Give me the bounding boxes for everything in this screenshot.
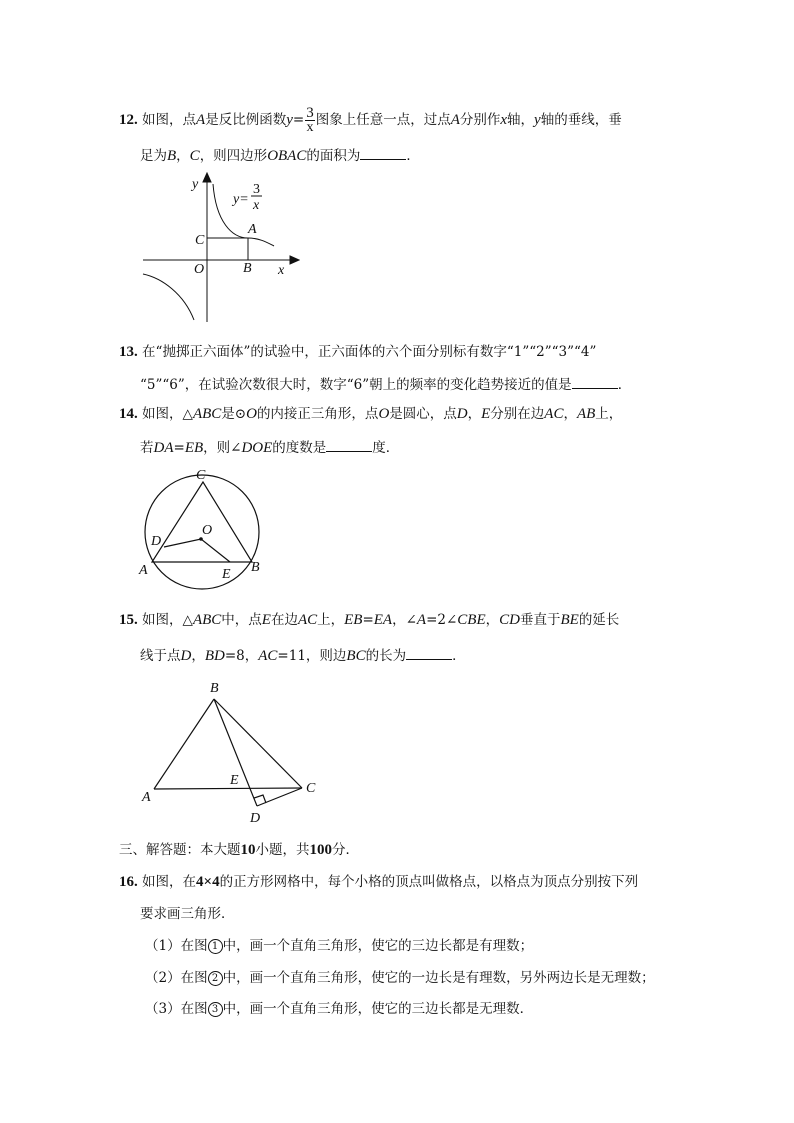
curve-label-denominator: x xyxy=(253,198,260,213)
answer-blank[interactable] xyxy=(406,645,452,660)
q15-line1 xyxy=(119,611,619,629)
var-AB: AB xyxy=(576,406,596,422)
q14-text: 是⊙ xyxy=(221,406,247,422)
q14-text: 是圆心，点 xyxy=(389,406,457,422)
q12-text: 分别作 xyxy=(459,112,501,128)
var-EB: EB xyxy=(344,612,363,628)
var-y: y xyxy=(286,112,293,128)
q13-line2 xyxy=(140,374,631,394)
q15-text: 中，点 xyxy=(221,612,262,628)
label-D: D xyxy=(151,534,162,549)
q16-part2 xyxy=(145,969,655,987)
var-D: D xyxy=(180,648,192,664)
equals-sign: = xyxy=(173,440,185,456)
q14-line1 xyxy=(119,405,622,423)
section3-heading xyxy=(119,841,359,859)
q12-number: 12. xyxy=(119,112,138,128)
hyperbola-branch-left xyxy=(143,274,194,320)
q15-text: 线于点 xyxy=(140,648,181,664)
var-A: A xyxy=(196,112,206,128)
segment-BD xyxy=(214,699,257,806)
var-A: A xyxy=(450,112,460,128)
q15-line2 xyxy=(140,645,466,665)
circled-number-3-icon: 3 xyxy=(208,1002,223,1017)
q14-number: 14. xyxy=(119,406,138,422)
var-E: E xyxy=(261,612,271,628)
label-E: E xyxy=(230,773,239,788)
x-axis-arrow-icon xyxy=(290,256,299,264)
answer-blank[interactable] xyxy=(572,374,618,389)
q14-text: 分别在边 xyxy=(490,406,545,422)
equals-sign: = xyxy=(362,612,374,628)
label-B: B xyxy=(243,261,252,276)
q12-text: 轴的垂线，垂 xyxy=(540,112,622,128)
q15-text: 的长为 xyxy=(365,648,407,664)
var-EA: EA xyxy=(373,612,393,628)
segment-AC xyxy=(154,788,302,789)
q16-line1 xyxy=(119,873,638,891)
q14-text: 若 xyxy=(140,440,154,456)
q14-text: 上， xyxy=(595,406,623,422)
value-BD: =8 xyxy=(224,648,245,664)
var-x: x xyxy=(500,112,508,128)
q12-text: 的面积为 xyxy=(306,148,361,164)
q16-number: 16. xyxy=(119,874,138,890)
q16-part-text: （1）在图 xyxy=(145,938,208,954)
comma: ， xyxy=(176,148,190,164)
q15-text: 的延长 xyxy=(578,612,620,628)
var-ABC: ABC xyxy=(192,612,222,628)
label-D: D xyxy=(250,811,261,826)
label-A: A xyxy=(248,222,257,237)
q14-figure xyxy=(134,463,269,598)
value-AC: =11 xyxy=(277,648,306,664)
label-O: O xyxy=(202,523,213,538)
q12-text: 图象上任意一点，过点 xyxy=(315,112,451,128)
var-D: D xyxy=(456,406,468,422)
y-axis-arrow-icon xyxy=(203,173,211,182)
q16-part1 xyxy=(145,937,533,955)
q16-part-text: 中，画一个直角三角形，使它的三边长都是无理数． xyxy=(222,1001,534,1017)
var-DA: DA xyxy=(153,440,174,456)
section3-text: 分． xyxy=(332,842,359,858)
period: ． xyxy=(452,648,466,664)
label-A: A xyxy=(142,790,151,805)
var-O: O xyxy=(246,406,257,422)
comma: ， xyxy=(485,612,500,628)
var-B: B xyxy=(167,148,177,164)
comma: ， xyxy=(563,406,577,422)
fraction-denominator: x xyxy=(306,120,314,135)
q14-text: 度． xyxy=(372,440,400,456)
q16-part-text: （2）在图 xyxy=(145,970,208,986)
q15-figure xyxy=(138,676,328,826)
q13-text: 在“抛掷正六面体”的试验中，正六面体的六个面分别标有数字“1”“2”“3”“4” xyxy=(142,344,597,360)
var-AC: AC xyxy=(544,406,564,422)
var-BD: BD xyxy=(204,648,225,664)
q16-text: 要求画三角形． xyxy=(140,906,235,922)
q15-text: ，则边 xyxy=(305,648,347,664)
q16-text: 如图，在 xyxy=(142,874,197,890)
period: ． xyxy=(406,148,420,164)
q13-line1 xyxy=(119,343,596,361)
q15-text: =2∠ xyxy=(426,612,458,628)
q16-part3 xyxy=(145,1000,533,1018)
answer-blank[interactable] xyxy=(326,437,372,452)
label-E: E xyxy=(222,567,231,582)
q15-number: 15. xyxy=(119,612,138,628)
label-B: B xyxy=(251,560,260,575)
comma: ， xyxy=(244,648,259,664)
q12-text: ，则四边形 xyxy=(199,148,268,164)
label-O: O xyxy=(194,262,205,277)
label-B: B xyxy=(210,681,219,696)
circled-number-2-icon: 2 xyxy=(208,971,223,986)
q12-text: 是反比例函数 xyxy=(205,112,287,128)
section3-count: 10 xyxy=(240,842,256,858)
var-CBE: CBE xyxy=(457,612,486,628)
q12-line2 xyxy=(140,145,420,165)
fraction-3-over-x xyxy=(305,107,315,134)
q14-text: ，则∠ xyxy=(203,440,242,456)
period: ． xyxy=(617,377,632,393)
var-OBAC: OBAC xyxy=(267,148,307,164)
q13-number: 13. xyxy=(119,344,138,360)
q12-text: 足为 xyxy=(140,148,167,164)
var-DOE: DOE xyxy=(241,440,273,456)
label-C: C xyxy=(195,233,205,248)
var-EB: EB xyxy=(184,440,204,456)
label-C: C xyxy=(306,781,316,796)
equals-sign: = xyxy=(292,112,305,128)
section3-text: 小题，共 xyxy=(255,842,310,858)
label-C: C xyxy=(196,468,206,483)
var-CD: CD xyxy=(499,612,520,628)
q16-part-text: 中，画一个直角三角形，使它的三边长都是有理数； xyxy=(222,938,534,954)
fraction-numerator: 3 xyxy=(306,105,314,121)
q12-figure xyxy=(140,172,300,327)
q15-text: 垂直于 xyxy=(519,612,561,628)
q16-text: 的正方形网格中，每个小格的顶点叫做格点，以格点为顶点分别按下列 xyxy=(219,874,639,890)
section3-text: 三、解答题：本大题 xyxy=(119,842,241,858)
q14-text: 如图，△ xyxy=(142,406,193,422)
curve-label-numerator: 3 xyxy=(253,182,260,197)
circled-number-1-icon: 1 xyxy=(208,939,223,954)
q13-text: “5”“6”，在试验次数很大时，数字“6”朝上的频率的变化趋势接近的值是 xyxy=(140,377,572,393)
label-A: A xyxy=(139,563,148,578)
curve-label-y: y= xyxy=(233,192,249,207)
var-BE: BE xyxy=(560,612,579,628)
q12-text: 轴， xyxy=(507,112,535,128)
q12-line1 xyxy=(119,107,622,134)
q14-text: 的内接正三角形，点 xyxy=(256,406,379,422)
q16-part-text: （3）在图 xyxy=(145,1001,208,1017)
comma: ， xyxy=(191,648,205,664)
var-ABC: ABC xyxy=(192,406,222,422)
comma: ， xyxy=(467,406,482,422)
var-BC: BC xyxy=(346,648,366,664)
var-E: E xyxy=(481,406,491,422)
q14-text: 的度数是 xyxy=(272,440,327,456)
q16-line2 xyxy=(140,905,235,923)
segments-DO-OE xyxy=(164,539,230,562)
segment-BC xyxy=(214,699,302,788)
var-y: y xyxy=(534,112,541,128)
triangle-ABC xyxy=(152,482,252,562)
q15-text: 上， xyxy=(317,612,345,628)
segment-AB xyxy=(154,699,214,789)
q15-text: 如图，△ xyxy=(142,612,193,628)
var-AC: AC xyxy=(297,612,318,628)
label-y-axis: y xyxy=(192,177,199,192)
grid-size: 4×4 xyxy=(196,874,220,890)
answer-blank[interactable] xyxy=(360,145,406,160)
var-A: A xyxy=(416,612,427,628)
section3-score: 100 xyxy=(309,842,332,858)
q12-text: 如图，点 xyxy=(142,112,197,128)
label-x-axis: x xyxy=(278,263,285,278)
var-C: C xyxy=(189,148,200,164)
q15-text: 在边 xyxy=(270,612,298,628)
q14-line2 xyxy=(140,437,399,457)
q16-part-text: 中，画一个直角三角形，使它的一边长是有理数，另外两边长是无理数； xyxy=(222,970,655,986)
var-AC: AC xyxy=(258,648,278,664)
var-O: O xyxy=(378,406,390,422)
q15-text: ，∠ xyxy=(392,612,417,628)
